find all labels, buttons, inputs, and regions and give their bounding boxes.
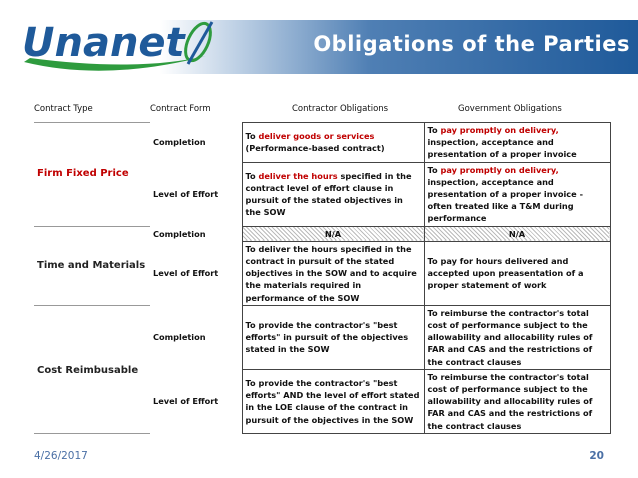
contract-form: Completion <box>153 137 206 148</box>
contract-form: Level of Effort <box>153 396 219 407</box>
slide-date: 4/26/2017 <box>34 450 88 462</box>
table-row <box>34 305 610 369</box>
contractor-obligation: To provide the contractor's "best efforts" AND the level of effort stated in the LOE clause of the contract in pursuit of the objectives in the SOW <box>242 369 424 433</box>
contract-type-cr: Cost Reimbusable <box>34 305 150 433</box>
contract-type-ffp: Firm Fixed Price <box>34 123 150 227</box>
col-header-contract-type: Contract Type <box>34 104 93 114</box>
contractor-obligation: To deliver goods or services (Performance-based contract) <box>242 123 424 163</box>
government-obligation: To pay promptly on delivery, inspection, acceptance and presentation of a proper invoice <box>424 123 610 163</box>
slide-header <box>0 0 638 90</box>
column-headers <box>34 104 610 122</box>
col-header-contractor: Contractor Obligations <box>292 104 389 114</box>
contractor-obligation: To provide the contractor's "best efforts" in pursuit of the objectives stated in the SOW <box>242 305 424 369</box>
contractor-obligation: To deliver the hours specified in the contract in pursuit of the stated objectives in the SOW and to acquire the materials required in performance of the SOW <box>242 241 424 305</box>
contract-form: Level of Effort <box>153 189 219 200</box>
svg-text:Unanet: Unanet <box>22 20 185 66</box>
contractor-obligation-na: N/A <box>242 226 424 241</box>
slide-title: Obligations of the Parties <box>313 32 630 56</box>
government-obligation: To reimburse the contractor's total cost of performance subject to the allowability and allocability rules of FAR and CAS and the restrictions of the contract clauses <box>424 305 610 369</box>
col-header-government: Government Obligations <box>458 104 562 114</box>
contract-form: Level of Effort <box>153 268 219 279</box>
contract-type-tm: Time and Materials <box>34 226 150 305</box>
contract-form: Completion <box>153 332 206 343</box>
government-obligation-na: N/A <box>424 226 610 241</box>
obligations-table <box>34 122 611 434</box>
table-row <box>34 226 610 241</box>
government-obligation: To pay for hours delivered and accepted upon preasentation of a proper statement of work <box>424 241 610 305</box>
contractor-obligation: To deliver the hours specified in the contract level of effort clause in pursuit of the stated objectives in the SOW <box>242 162 424 226</box>
government-obligation: To pay promptly on delivery, inspection, acceptance and presentation of a proper invoice - often treated like a T&M during performance <box>424 162 610 226</box>
unanet-logo <box>16 12 226 82</box>
slide-page-number: 20 <box>589 450 604 462</box>
table-row <box>34 123 610 163</box>
contract-form: Completion <box>153 228 206 239</box>
col-header-contract-form: Contract Form <box>150 104 211 114</box>
government-obligation: To reimburse the contractor's total cost of performance subject to the allowability and allocability rules of FAR and CAS and the restrictions of the contract clauses <box>424 369 610 433</box>
